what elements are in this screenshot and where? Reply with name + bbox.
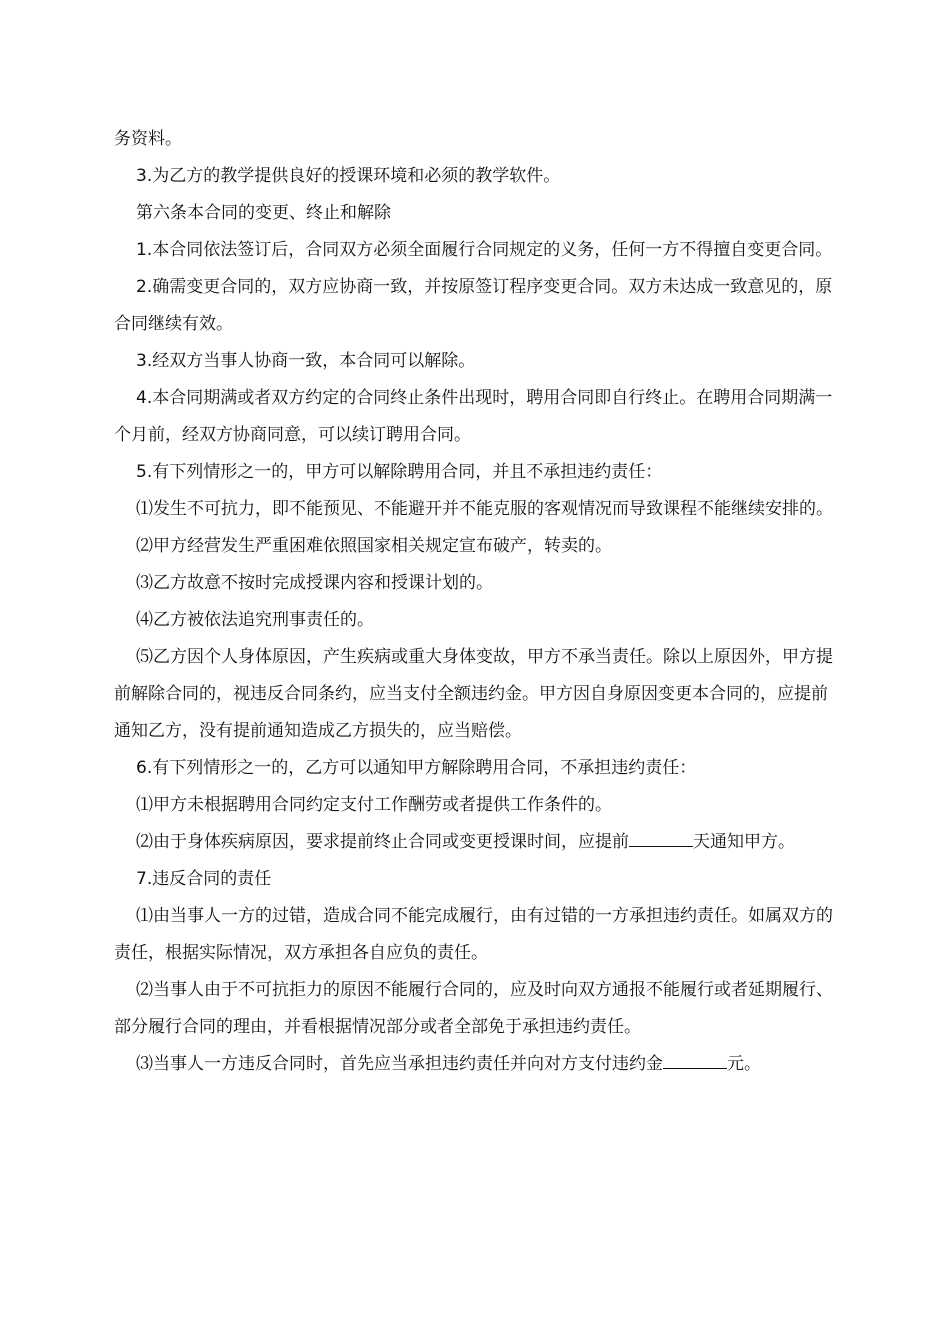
paragraph-7: 4.本合同期满或者双方约定的合同终止条件出现时，聘用合同即自行终止。在聘用合同期满一个月前，经双方协商同意，可以续订聘用合同。 [114, 388, 833, 445]
paragraph-2: 3.为乙方的教学提供良好的授课环境和必须的教学软件。 [136, 166, 561, 186]
paragraph-19: ⑵当事人由于不可抗拒力的原因不能履行合同的，应及时向双方通报不能履行或者延期履行、部分履行合同的理由，并看根据情况部分或者全部免于承担违约责任。 [114, 980, 833, 1037]
paragraph-20-before: ⑶当事人一方违反合同时，首先应当承担违约责任并向对方支付违约金 [136, 1054, 663, 1074]
paragraph-4: 1.本合同依法签订后，合同双方必须全面履行合同规定的义务，任何一方不得擅自变更合同。 [136, 240, 833, 260]
paragraph-13: ⑸乙方因个人身体原因，产生疾病或重大身体变故，甲方不承当责任。除以上原因外，甲方提前解除合同的，视违反合同条约，应当支付全额违约金。甲方因自身原因变更本合同的，应提前通知乙方，没有提前通知造成乙方损失的，应当赔偿。 [114, 647, 833, 741]
paragraph-20-after: 元。 [727, 1054, 761, 1074]
section-heading: 第六条本合同的变更、终止和解除 [136, 203, 391, 223]
paragraph-16 [114, 824, 838, 861]
paragraph-10: ⑵甲方经营发生严重困难依照国家相关规定宣布破产，转卖的。 [136, 536, 612, 556]
paragraph-9: ⑴发生不可抗力，即不能预见、不能避开并不能克服的客观情况而导致课程不能继续安排的。 [136, 499, 833, 519]
paragraph-5: 2.确需变更合同的，双方应协商一致，并按原签订程序变更合同。双方未达成一致意见的，原合同继续有效。 [114, 277, 833, 334]
paragraph-6: 3.经双方当事人协商一致，本合同可以解除。 [136, 351, 476, 371]
paragraph-12: ⑷乙方被依法追究刑事责任的。 [136, 610, 374, 630]
paragraph-16-before: ⑵由于身体疾病原因，要求提前终止合同或变更授课时间，应提前 [136, 832, 629, 852]
paragraph-14: 6.有下列情形之一的，乙方可以通知甲方解除聘用合同，不承担违约责任： [136, 758, 697, 778]
paragraph-11: ⑶乙方故意不按时完成授课内容和授课计划的。 [136, 573, 493, 593]
paragraph-16-after: 天通知甲方。 [693, 832, 795, 852]
paragraph-18: ⑴由当事人一方的过错，造成合同不能完成履行，由有过错的一方承担违约责任。如属双方的责任，根据实际情况，双方承担各自应负的责任。 [114, 906, 833, 963]
paragraph-17: 7.违反合同的责任 [136, 869, 272, 889]
paragraph-20 [114, 1046, 838, 1083]
paragraph-15: ⑴甲方未根据聘用合同约定支付工作酬劳或者提供工作条件的。 [136, 795, 612, 815]
fill-in-blank-days [629, 828, 693, 847]
paragraph-1: 务资料。 [114, 129, 182, 149]
fill-in-blank-amount [663, 1050, 727, 1069]
paragraph-8: 5.有下列情形之一的，甲方可以解除聘用合同，并且不承担违约责任： [136, 462, 663, 482]
document-body [114, 121, 838, 1083]
